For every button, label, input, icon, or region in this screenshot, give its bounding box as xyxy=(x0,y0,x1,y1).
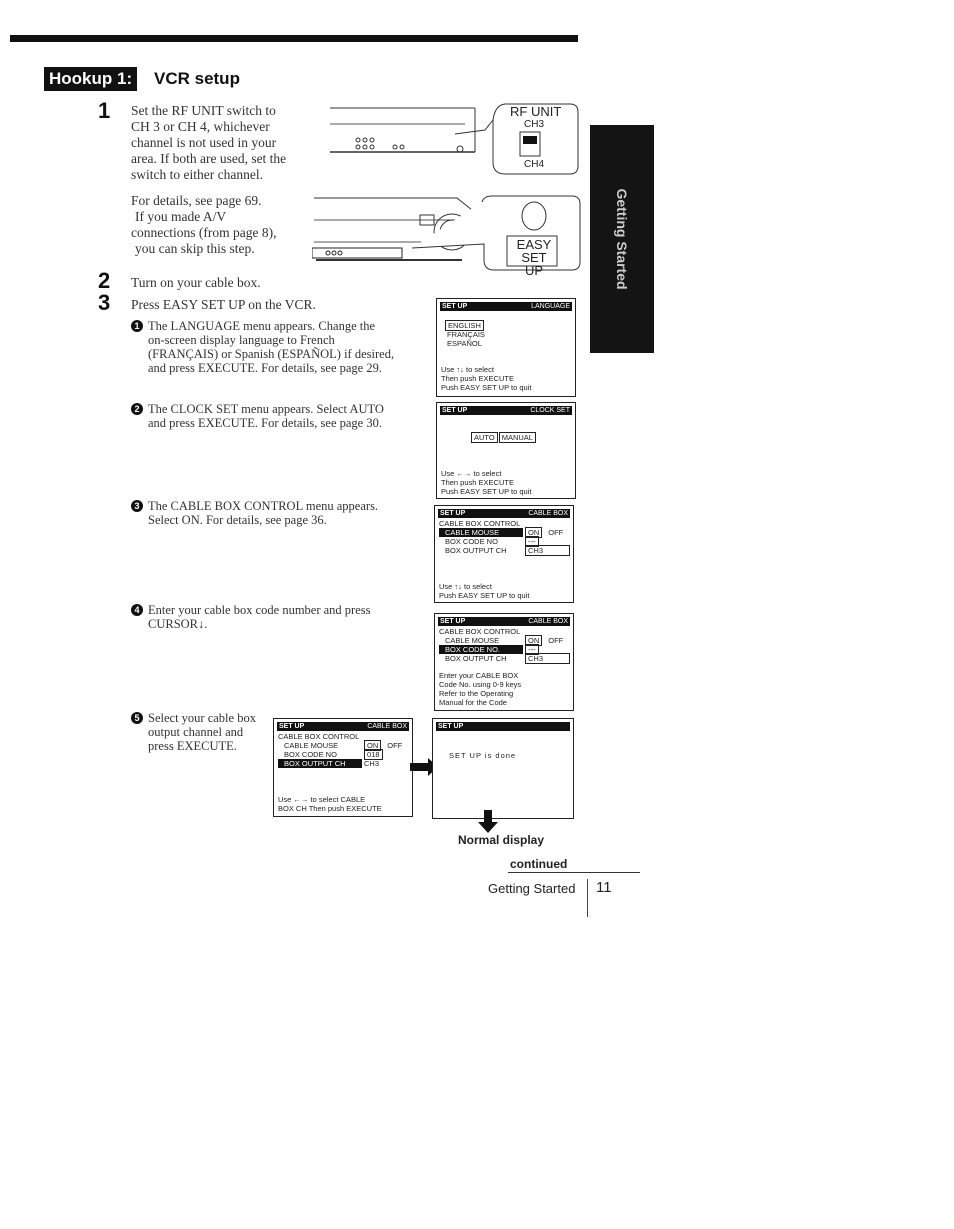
screen-header xyxy=(438,617,570,626)
channel-value: CH3 xyxy=(364,759,380,768)
done-message: SET UP is done xyxy=(449,751,517,760)
arrow-down-icon xyxy=(478,810,498,834)
help-line: Then push EXECUTE xyxy=(441,374,514,383)
substep-3 xyxy=(131,499,421,527)
code-value: --- xyxy=(525,536,539,547)
page-title: VCR setup xyxy=(154,69,240,88)
step-1-text xyxy=(131,103,321,183)
option-off: OFF xyxy=(387,741,403,750)
substep-number: 4 xyxy=(131,604,143,616)
screen-header-left: SET UP xyxy=(442,303,468,310)
option-espanol: ESPAÑOL xyxy=(447,339,482,348)
text-line: output channel and xyxy=(148,725,244,739)
option-manual: MANUAL xyxy=(499,432,536,443)
code-value: --- xyxy=(525,644,539,655)
screen-title: CABLE BOX CONTROL xyxy=(278,732,360,741)
screen-header-right: CABLE BOX xyxy=(528,618,568,625)
text-line: on-screen display language to French xyxy=(148,333,335,347)
rf-unit-label: RF UNIT xyxy=(510,104,562,119)
screen-header-right: CABLE BOX xyxy=(528,510,568,517)
clock-set-screen xyxy=(436,402,576,499)
help-line: Use ←→ to select xyxy=(441,469,502,478)
text-line: The CLOCK SET menu appears. Select AUTO xyxy=(148,402,384,416)
screen-header-right: CLOCK SET xyxy=(530,407,570,414)
step-2-text: Turn on your cable box. xyxy=(131,275,261,290)
normal-display-label: Normal display xyxy=(458,833,545,847)
step-3-text: Press EASY SET UP on the VCR. xyxy=(131,297,316,312)
screen-header xyxy=(277,722,409,731)
language-screen xyxy=(436,298,576,397)
page-number: 11 xyxy=(596,879,612,896)
help-line: Push EASY SET UP to quit xyxy=(441,383,532,392)
text-line: Select ON. For details, see page 36. xyxy=(148,513,327,527)
substep-number: 1 xyxy=(131,320,143,332)
option-francais: FRANÇAIS xyxy=(447,330,485,339)
row-cable-mouse: CABLE MOUSE xyxy=(445,636,500,645)
row-box-output: BOX OUTPUT CH xyxy=(445,654,507,663)
option-off: OFF xyxy=(548,528,564,537)
help-line: Enter your CABLE BOX xyxy=(439,671,519,680)
section-tab-label: Getting Started xyxy=(614,188,630,290)
screen-header-left: SET UP xyxy=(440,618,466,625)
text-line: The LANGUAGE menu appears. Change the xyxy=(148,319,376,333)
text-line: CH 3 or CH 4, whichever xyxy=(131,119,270,134)
help-line: Push EASY SET UP to quit xyxy=(439,591,530,600)
hookup-tag: Hookup 1: xyxy=(44,67,137,91)
setup-done-screen xyxy=(432,718,574,819)
help-line: BOX CH Then push EXECUTE xyxy=(278,804,382,813)
row-box-code: BOX CODE NO xyxy=(445,537,498,546)
help-line: Use ←→ to select CABLE xyxy=(278,795,366,804)
continued-label: continued xyxy=(510,857,568,871)
screen-header-left: SET UP xyxy=(438,723,464,730)
help-line: Manual for the Code xyxy=(439,698,507,707)
text-line: If you made A/V xyxy=(135,209,227,224)
option-on: ON xyxy=(525,527,542,538)
text-line: connections (from page 8), xyxy=(131,225,277,240)
section-tab xyxy=(590,125,654,353)
text-line: Set the RF UNIT switch to xyxy=(131,103,276,118)
continued-rule xyxy=(508,872,640,873)
text-line: area. If both are used, set the xyxy=(131,151,287,166)
text-line: you can skip this step. xyxy=(135,241,255,256)
option-on: ON xyxy=(364,740,381,751)
help-line: Use ↑↓ to select xyxy=(439,582,492,591)
step-number: 1 xyxy=(98,98,111,123)
step-number: 3 xyxy=(98,290,111,315)
text-line: and press EXECUTE. For details, see page 29. xyxy=(148,361,382,375)
text-line: press EXECUTE. xyxy=(148,739,237,753)
help-line: Use ↑↓ to select xyxy=(441,365,494,374)
text-line: (FRANÇAIS) or Spanish (ESPAÑOL) if desired, xyxy=(148,347,395,361)
code-value: 018 xyxy=(364,749,383,760)
screen-header-left: SET UP xyxy=(440,510,466,517)
row-cable-mouse: CABLE MOUSE xyxy=(439,528,523,537)
substep-number: 2 xyxy=(131,403,143,415)
text-line: switch to either channel. xyxy=(131,167,263,182)
screen-header-right: CABLE BOX xyxy=(367,723,407,730)
text-line: and press EXECUTE. For details, see page 30. xyxy=(148,416,382,430)
substep-1 xyxy=(131,319,421,375)
screen-header-right: LANGUAGE xyxy=(531,303,570,310)
option-on: ON xyxy=(525,635,542,646)
row-box-code: BOX CODE NO. xyxy=(439,645,523,654)
row-box-code: BOX CODE NO xyxy=(284,750,337,759)
channel-value: CH3 xyxy=(525,653,570,664)
button-label: EASY xyxy=(516,237,552,252)
option-english: ENGLISH xyxy=(445,320,484,331)
screen-header-left: SET UP xyxy=(279,723,305,730)
screen-header xyxy=(436,722,570,731)
help-line: Push EASY SET UP to quit xyxy=(441,487,532,496)
row-box-output: BOX OUTPUT CH xyxy=(278,759,362,768)
step-1-note xyxy=(131,193,321,257)
screen-header xyxy=(438,509,570,518)
channel-value: CH3 xyxy=(525,545,570,556)
substep-number: 5 xyxy=(131,712,143,724)
text-line: Select your cable box xyxy=(148,711,256,725)
row-cable-mouse: CABLE MOUSE xyxy=(284,741,339,750)
option-auto: AUTO xyxy=(471,432,498,443)
rf-ch4-label: CH4 xyxy=(524,159,545,170)
footer-section: Getting Started xyxy=(488,881,576,896)
help-line: Code No. using 0-9 keys xyxy=(439,680,522,689)
substep-2 xyxy=(131,402,421,430)
substep-4 xyxy=(131,603,421,631)
screen-title: CABLE BOX CONTROL xyxy=(439,519,521,528)
screen-title: CABLE BOX CONTROL xyxy=(439,627,521,636)
text-line: channel is not used in your xyxy=(131,135,277,150)
top-rule xyxy=(10,35,578,42)
text-line: Enter your cable box code number and press xyxy=(148,603,371,617)
screen-header xyxy=(440,302,572,311)
easy-setup-button xyxy=(511,238,557,277)
text-line: CURSOR↓. xyxy=(148,617,208,631)
rf-ch3-label: CH3 xyxy=(524,119,545,130)
row-box-output: BOX OUTPUT CH xyxy=(445,546,507,555)
screen-header-left: SET UP xyxy=(442,407,468,414)
cable-box-screen-2 xyxy=(434,613,574,711)
cable-box-screen-1 xyxy=(434,505,574,603)
cable-box-screen-3 xyxy=(273,718,413,817)
text-line: For details, see page 69. xyxy=(131,193,262,208)
substep-5 xyxy=(131,711,271,753)
screen-header xyxy=(440,406,572,415)
help-line: Then push EXECUTE xyxy=(441,478,514,487)
button-label: SET UP xyxy=(521,250,547,278)
footer-divider xyxy=(587,879,588,917)
step-number: 2 xyxy=(98,268,111,293)
help-line: Refer to the Operating xyxy=(439,689,514,698)
option-off: OFF xyxy=(548,636,564,645)
text-line: The CABLE BOX CONTROL menu appears. xyxy=(148,499,379,513)
substep-number: 3 xyxy=(131,500,143,512)
